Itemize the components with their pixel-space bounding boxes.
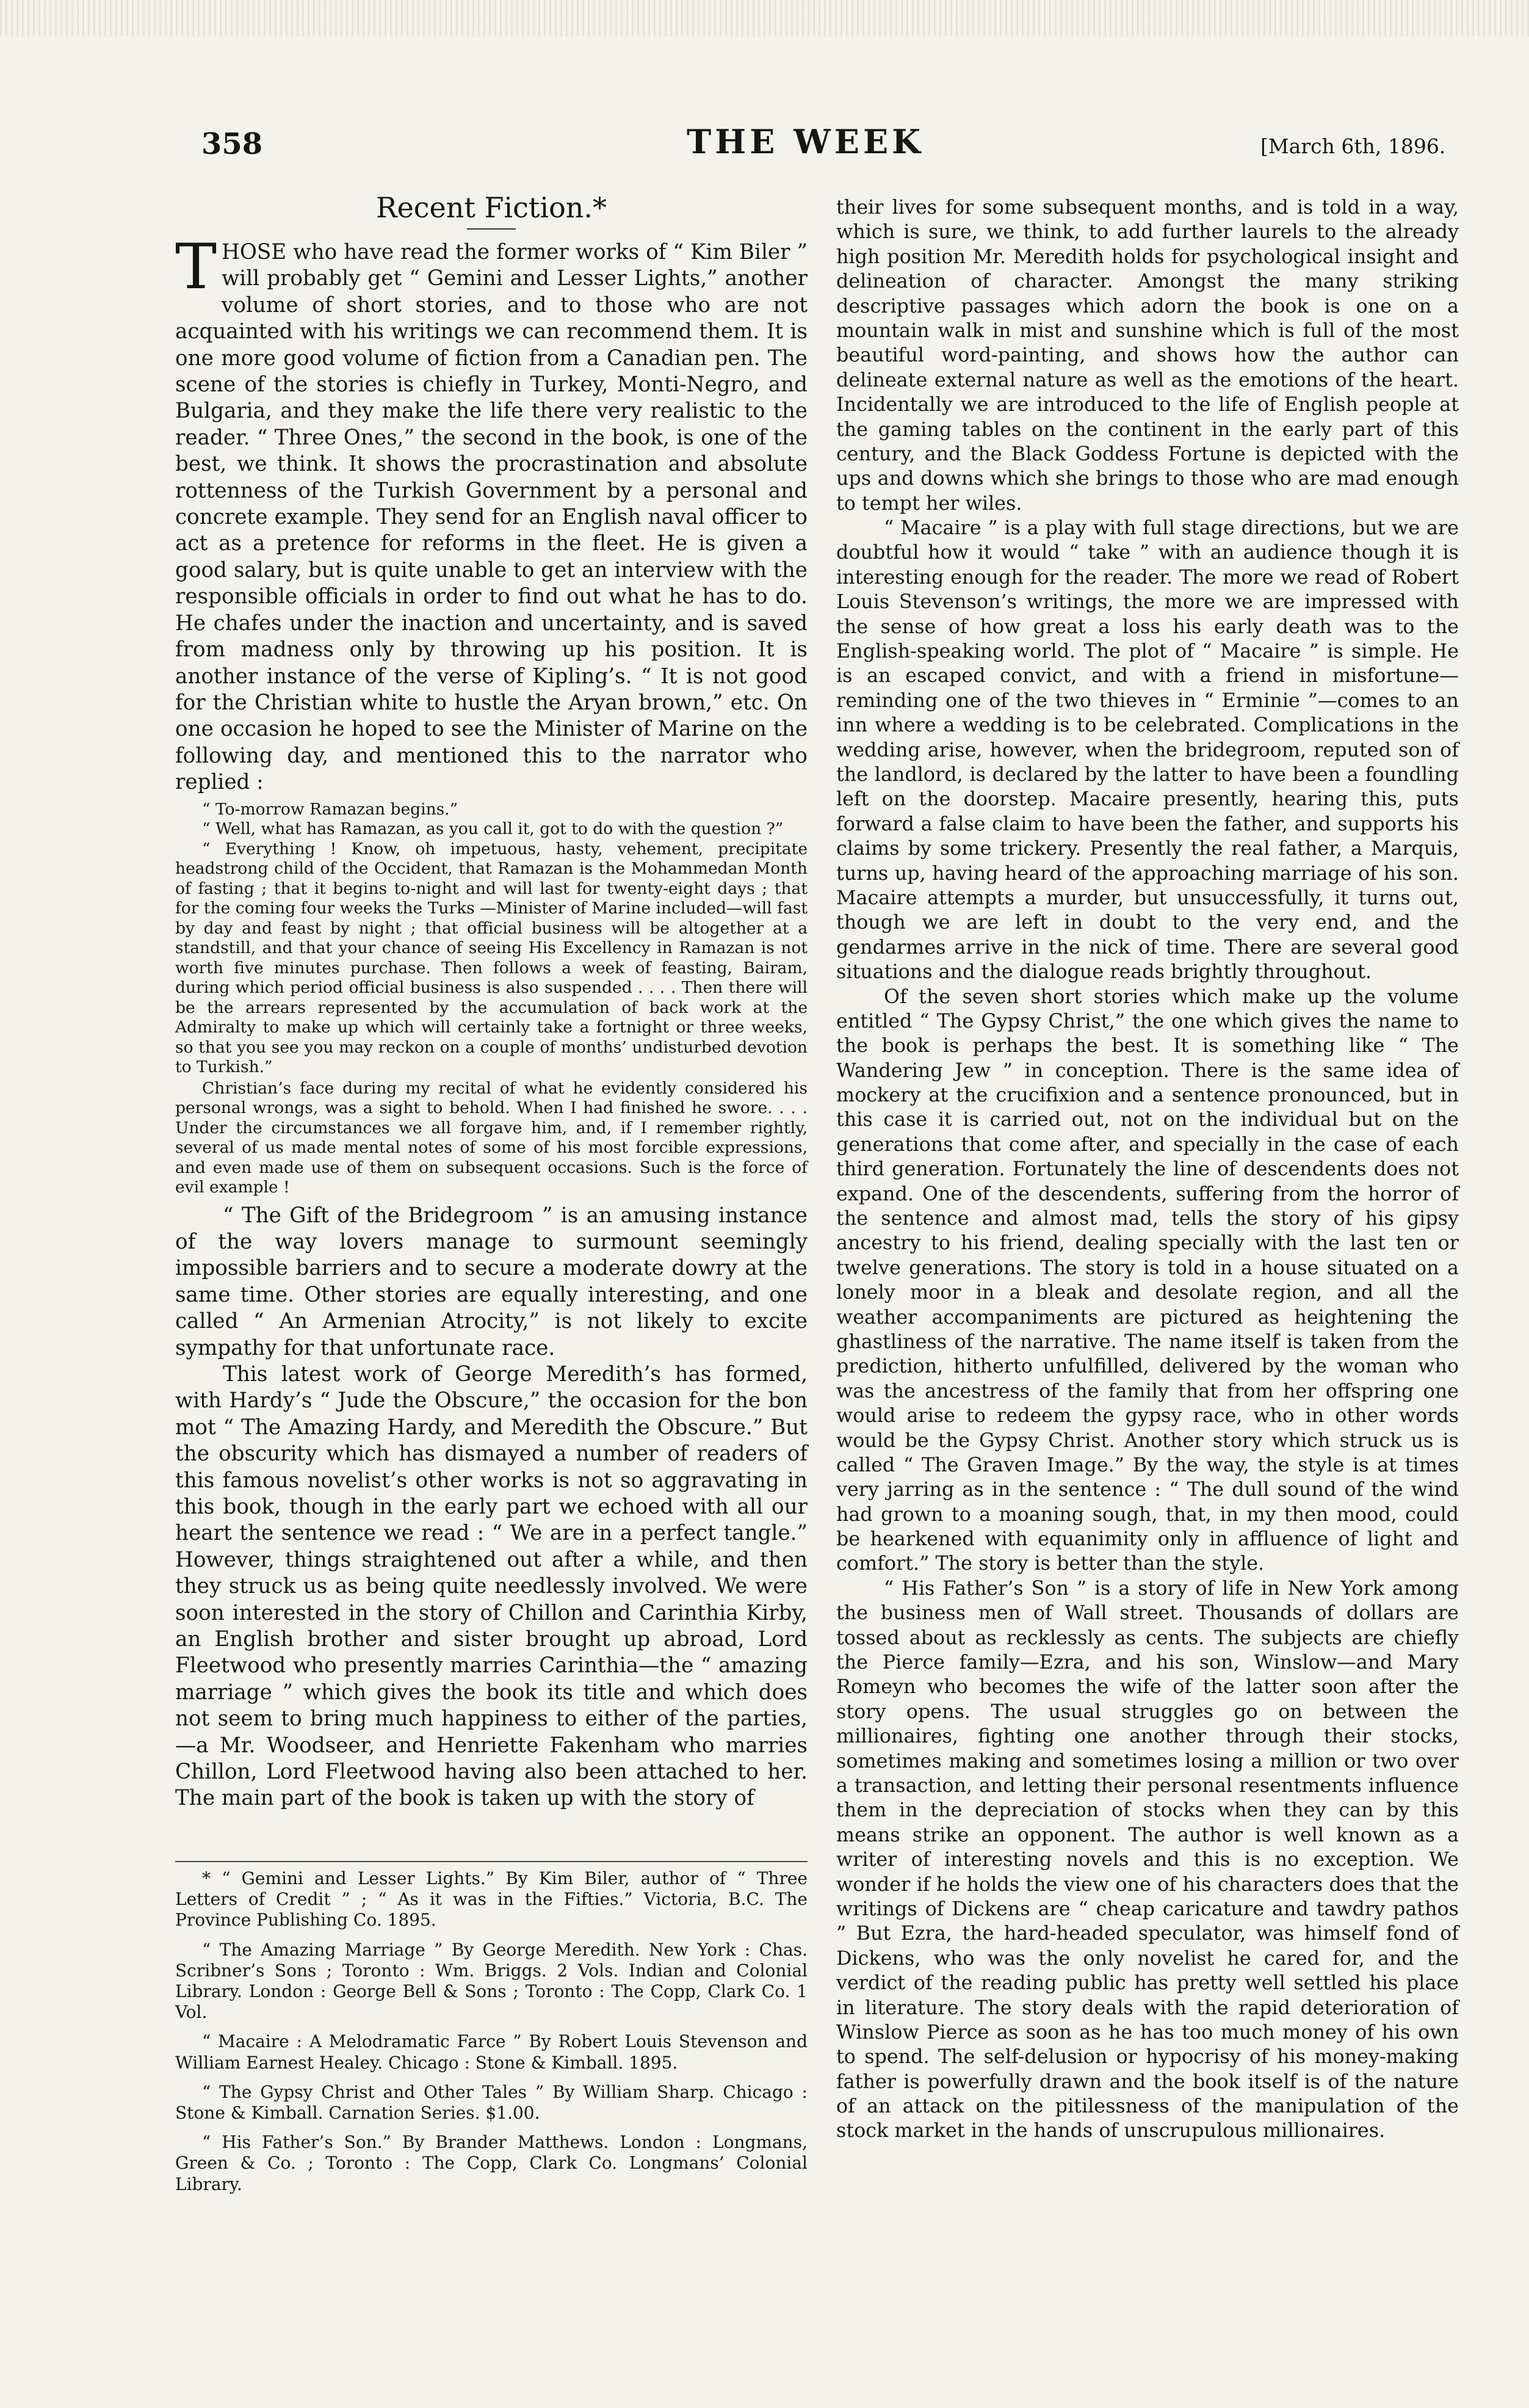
journal-title: THE WEEK (687, 122, 925, 161)
quote-line: “ Everything ! Know, oh impetuous, hasty, vehement, precipitate headstrong child of the Occident, that Ramazan is the Mohammedan Month of fasting ; that it begins to-night and will last for twenty-eight days ; that for the coming four weeks the Turks —Minister of Marine included—will fast by day and feast by night ; that official business will be altogether at a standstill, and that your chance of seeing His Excellency in Ramazan is not worth five minutes purchase. Then follows a week of feasting, Bairam, during which period official business is also suspended . . . . Then there will be the arrears represented by the accumulation of back work at the Admiralty to make up which will certainly take a fortnight or three weeks, so that you see you may reckon on a couple of months’ undisturbed devotion to Turkish.” (175, 839, 808, 1077)
footnote: “ His Father’s Son.” By Brander Matthews. London : Longmans, Green & Co. ; Toronto : The Copp, Clark Co. Longmans’ Colonial Library. (175, 2132, 808, 2194)
paragraph-gypsy-christ: Of the seven short stories which make up the volume entitled “ The Gypsy Christ,” the one which gives the name to the book is perhaps the best. It is something like “ The Wandering Jew ” in conception. There is the same idea of mockery at the crucifixion and a sentence pronounced, but in this case it is carried out, not on the individual but on the generations that come after, and specially in the case of each third generation. Fortunately the line of descendents does not expand. One of the descendents, suffering from the horror of the sentence and almost mad, tells the story of his gipsy ancestry to his friend, dealing specially with the last ten or twelve generations. The story is told in a house situated on a lonely moor in a bleak and desolate region, and all the weather accompaniments are pictured as heightening the ghastliness of the narrative. The name itself is taken from the prediction, hitherto unfulfilled, delivered by the woman who was the ancestress of the family that from her offspring one would arise to redeem the gypsy race, who in other words would be the Gypsy Christ. Another story which struck us is called “ The Graven Image.” By the way, the style is at times very jarring as in the sentence : “ The dull sound of the wind had grown to a moaning sough, that, in my then mood, could be hearkened with equanimity only in affluence of light and comfort.” The story is better than the style. (836, 985, 1459, 1575)
drop-cap: T (175, 231, 217, 303)
footnote: * “ Gemini and Lesser Lights.” By Kim Biler, author of “ Three Letters of Credit ” ; “ As it was in the Fifties.” Victoria, B.C. The Province Publishing Co. 1895. (175, 1868, 808, 1931)
quote-line: “ Well, what has Ramazan, as you call it, got to do with the question ?” (202, 819, 784, 839)
footnote: “ The Gypsy Christ and Other Tales ” By William Sharp. Chicago : Stone & Kimball. Carnation Series. $1.00. (175, 2081, 808, 2123)
footnote: “ Macaire : A Melodramatic Farce ” By Robert Louis Stevenson and William Earnest Healey. Chicago : Stone & Kimball. 1895. (175, 2031, 808, 2073)
footnote: “ The Amazing Marriage ” By George Meredith. New York : Chas. Scribner’s Sons ; Toronto : Wm. Briggs. 2 Vols. Indian and Colonial Library. London : George Bell & Sons ; Toronto : The Copp, Clark Co. 1 Vol. (175, 1939, 808, 2023)
paragraph-macaire: “ Macaire ” is a play with full stage directions, but we are doubtful how it would “ take ” with an audience though it is interesting enough for the reader. The more we read of Robert Louis Stevenson’s writings, the more we are impressed with the sense of how great a loss his early death was to the English-speaking world. The plot of “ Macaire ” is simple. He is an escaped convict, and with a friend in misfortune—reminding one of the two thieves in “ Erminie ”—comes to an inn where a wedding is to be celebrated. Complications in the wedding arise, however, when the bridegroom, reputed son of the landlord, is declared by the latter to have been a foundling left on the doorstep. Macaire presently, hearing this, puts forward a false claim to have been the father, and supports his claims by some trickery. Presently the real father, a Marquis, turns up, having heard of the approaching marriage of his son. Macaire attempts a murder, but unsuccessfully, it turns out, though we are left in doubt to the very end, and the gendarmes arrive in the nick of time. There are several good situations and the dialogue reads brightly throughout. (836, 517, 1459, 984)
left-column (175, 183, 808, 1832)
issue-date: [March 6th, 1896. (1260, 134, 1446, 158)
paragraph-bridegroom: “ The Gift of the Bridegroom ” is an amusing instance of the way lovers manage to surmount seemingly impossible barriers and to secure a moderate dowry at the same time. Other stories are equally interesting, and one called “ An Armenian Atrocity,” is not likely to excite sympathy for that unfortunate race. (175, 1203, 808, 1360)
quote-line: Christian’s face during my recital of what he evidently considered his personal wrongs, was a sight to behold. When I had finished he swore. . . . Under the circumstances we all forgave him, and, if I remember rightly, several of us made mental notes of some of his most forcible expressions, and even made use of them on subsequent occasions. Such is the force of evil example ! (175, 1078, 808, 1197)
page-top-edge (0, 0, 1529, 37)
page-number: 358 (201, 127, 263, 161)
footnote-rule (175, 1861, 808, 1862)
right-column (836, 195, 1459, 2210)
title-rule (467, 228, 516, 230)
lead-paragraph (175, 231, 808, 796)
paragraph-meredith-continued: their lives for some subsequent months, and is told in a way, which is sure, we think, to add further laurels to the already high position Mr. Meredith holds for psychological insight and delineation of character. Amongst the many striking descriptive passages which adorn the book is one on a mountain walk in mist and sunshine which is full of the most beautiful word-painting, and shows how the author can delineate external nature as well as the emotions of the heart. Incidentally we are introduced to the life of English people at the gaming tables on the continent in the early part of this century, and the Black Goddess Fortune is depicted with the ups and downs which she brings to those who are mad enough to tempt her wiles. (836, 196, 1459, 515)
lead-text: HOSE who have read the former works of “ Kim Biler ” will probably get “ Gemini and Lesser Lights,” another volume of short stories, and to those who are not acquainted with his writings we can recommend them. It is one more good volume of fiction from a Canadian pen. The scene of the stories is chiefly in Turkey, Monti-Negro, and Bulgaria, and they make the life there very realistic to the reader. “ Three Ones,” the second in the book, is one of the best, we think. It shows the procrastination and absolute rottenness of the Turkish Government by a personal and concrete example. They send for an English naval officer to act as a pretence for reforms in the fleet. He is given a good salary, but is quite unable to get an interview with the responsible officials in order to find out what he has to do. He chafes under the inaction and uncertainty, and is saved from madness only by throwing up his position. It is another instance of the verse of Kipling’s. “ It is not good for the Christian white to hustle the Aryan brown,” etc. On one occasion he hoped to see the Minister of Marine on the following day, and mentioned this to the narrator who replied : (175, 240, 808, 795)
footnotes (175, 1868, 808, 2203)
article-title: Recent Fiction.* (375, 191, 607, 224)
quote-line: “ To-morrow Ramazan begins.” (202, 799, 458, 819)
paragraph-meredith: This latest work of George Meredith’s has formed, with Hardy’s “ Jude the Obscure,” the occasion for the bon mot “ The Amazing Hardy, and Meredith the Obscure.” But the obscurity which has dismayed a number of readers of this famous novelist’s other works is not so aggravating in this book, though in the early part we echoed with all our heart the sentence we read : “ We are in a perfect tangle.” However, things straightened out after a while, and then they struck us as being quite needlessly involved. We were soon interested in the story of Chillon and Carinthia Kirby, an English brother and sister brought up abroad, Lord Fleetwood who presently marries Carinthia—the “ amazing marriage ” which gives the book its title and which does not seem to bring much happiness to either of the parties,—a Mr. Woodseer, and Henriette Fakenham who marries Chillon, Lord Fleetwood having also been attached to her. The main part of the book is taken up with the story of (175, 1362, 808, 1811)
paragraph-fathers-son: “ His Father’s Son ” is a story of life in New York among the business men of Wall street. Thousands of dollars are tossed about as recklessly as cents. The subjects are chiefly the Pierce family—Ezra, and his son, Winslow—and Mary Romeyn who becomes the wife of the latter soon after the story opens. The usual struggles go on between the millionaires, fighting one another through their stocks, sometimes making and sometimes losing a million or two over a transaction, and letting their personal resentments influence them in the depreciation of stocks when they can by this means strike an opponent. The author is well known as a writer of interesting novels and this is no exception. We wonder if he holds the view one of his characters does that the writings of Dickens are “ cheap caricature and tawdry pathos ” But Ezra, the hard-headed speculator, was himself fond of Dickens, who was the only novelist he cared for, and the verdict of the reading public has pretty well settled his place in literature. The story deals with the rapid deterioration of Winslow Pierce as soon as he has too much money of his own to spend. The self-delusion or hypocrisy of his money-making father is powerfully drawn and the book itself is of the nature of an attack on the pitilessness of the manipulation of the stock market in the hands of unscrupulous millionaires. (836, 1576, 1459, 2142)
block-quote (175, 800, 808, 1198)
